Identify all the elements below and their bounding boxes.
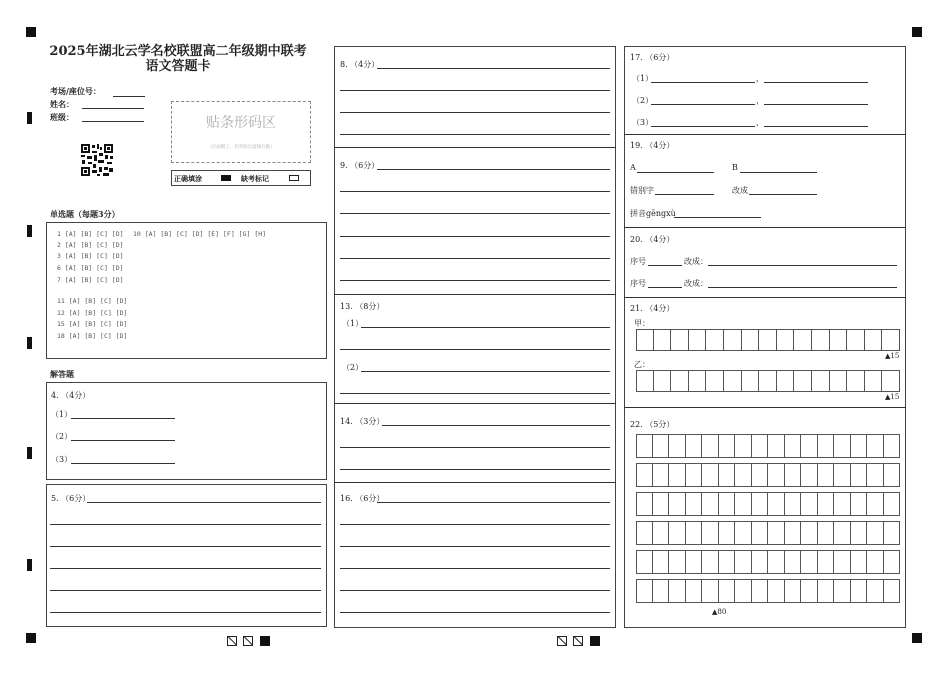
grid-cell[interactable] (882, 370, 900, 392)
grid-cell[interactable] (719, 434, 736, 458)
grid-cell[interactable] (686, 521, 703, 545)
q9-answer-line[interactable] (377, 169, 610, 170)
exam-title: 2025年湖北云学名校联盟高二年级期中联考 语文答题卡 (49, 44, 307, 74)
timing-mark (27, 225, 32, 237)
q4-sub-2: （2） (51, 432, 73, 441)
section-divider (624, 227, 906, 228)
grid-cell[interactable] (636, 434, 653, 458)
grid-cell[interactable] (785, 579, 802, 603)
absent-label: 缺考标记 (241, 174, 269, 183)
grid-cell[interactable] (851, 434, 868, 458)
q5-answer-line[interactable] (50, 590, 321, 591)
grid-cell[interactable] (801, 463, 818, 487)
grid-cell[interactable] (735, 521, 752, 545)
q19-a-line[interactable] (637, 172, 714, 173)
grid-cell[interactable] (669, 550, 686, 574)
page-marker-x (227, 636, 237, 646)
page-marker-x (573, 636, 583, 646)
q17-answer-line[interactable] (764, 126, 868, 127)
q4-label: 4. （4分） (51, 391, 91, 400)
grid-cell[interactable] (653, 434, 670, 458)
q5-answer-line[interactable] (87, 502, 321, 503)
q5-label: 5. （6分） (51, 494, 91, 503)
q20-fix-line[interactable] (708, 265, 897, 266)
grid-cell[interactable] (689, 329, 707, 351)
grid-row (636, 463, 900, 487)
q21-yi-count: ▲15 (885, 393, 900, 401)
grid-cell[interactable] (706, 329, 724, 351)
q17-comma: ， (756, 74, 764, 83)
grid-cell[interactable] (851, 492, 868, 516)
q19-wrong-line[interactable] (655, 194, 714, 195)
grid-cell[interactable] (834, 434, 851, 458)
grid-cell[interactable] (653, 550, 670, 574)
grid-cell[interactable] (867, 434, 884, 458)
grid-cell[interactable] (742, 370, 760, 392)
q5-answer-line[interactable] (50, 612, 321, 613)
q14-answer-line[interactable] (340, 469, 610, 470)
grid-cell[interactable] (719, 521, 736, 545)
grid-cell[interactable] (785, 463, 802, 487)
q16-answer-line[interactable] (377, 502, 610, 503)
class-field[interactable] (82, 121, 144, 122)
grid-cell[interactable] (671, 370, 689, 392)
choice-row[interactable]: 18 [A] [B] [C] [D] (57, 332, 128, 340)
choice-row-10[interactable]: 10 [A] [B] [C] [D] [E] [F] [G] [H] (133, 230, 267, 238)
absent-checkbox[interactable] (289, 175, 299, 181)
grid-row (636, 550, 900, 574)
grid-cell[interactable] (865, 370, 883, 392)
q17-answer-line[interactable] (764, 82, 868, 83)
q19-wrong-label: 错别字 (630, 186, 654, 195)
grid-cell[interactable] (654, 370, 672, 392)
q13-answer-line-1[interactable] (361, 327, 610, 328)
grid-cell[interactable] (884, 521, 901, 545)
q19-pinyin-label: 拼音gēngxù (630, 209, 676, 218)
q21-jia-label: 甲： (634, 319, 650, 328)
grid-cell[interactable] (735, 492, 752, 516)
grid-cell[interactable] (669, 492, 686, 516)
grid-cell[interactable] (812, 370, 830, 392)
q20-label: 20. （4分） (630, 235, 675, 244)
q16-answer-line[interactable] (340, 524, 610, 525)
grid-cell[interactable] (867, 492, 884, 516)
q20-fix-line[interactable] (708, 287, 897, 288)
q9-answer-line[interactable] (340, 191, 610, 192)
correct-fill-sample (221, 175, 231, 181)
grid-cell[interactable] (801, 550, 818, 574)
q9-answer-line[interactable] (340, 280, 610, 281)
q9-label: 9. （6分） (340, 161, 380, 170)
q5-box (46, 484, 327, 627)
grid-cell[interactable] (735, 579, 752, 603)
fill-legend (171, 170, 311, 186)
grid-cell[interactable] (636, 550, 653, 574)
grid-cell[interactable] (830, 370, 848, 392)
grid-cell[interactable] (735, 463, 752, 487)
grid-cell[interactable] (818, 579, 835, 603)
grid-cell[interactable] (851, 579, 868, 603)
grid-cell[interactable] (884, 463, 901, 487)
q9-answer-line[interactable] (340, 213, 610, 214)
q17-sub-3: （3） (632, 118, 654, 127)
q4-sub-3: （3） (51, 455, 73, 464)
exam-seat-field[interactable] (113, 96, 145, 97)
grid-cell[interactable] (759, 329, 777, 351)
q16-answer-line[interactable] (340, 612, 610, 613)
q5-answer-line[interactable] (50, 546, 321, 547)
grid-cell[interactable] (752, 434, 769, 458)
section-divider (624, 407, 906, 408)
grid-cell[interactable] (865, 329, 883, 351)
grid-cell[interactable] (818, 434, 835, 458)
grid-cell[interactable] (818, 463, 835, 487)
grid-cell[interactable] (768, 550, 785, 574)
corner-mark-bottom-left (26, 633, 36, 643)
grid-cell[interactable] (702, 434, 719, 458)
grid-cell[interactable] (719, 463, 736, 487)
section-divider (334, 294, 616, 295)
name-field[interactable] (82, 108, 144, 109)
q19-label: 19. （4分） (630, 141, 675, 150)
grid-cell[interactable] (768, 521, 785, 545)
q5-answer-line[interactable] (50, 524, 321, 525)
q19-b-line[interactable] (740, 172, 817, 173)
q22-label: 22. （5分） (630, 420, 675, 429)
q13-sub-1: （1） (342, 319, 364, 328)
choice-row[interactable]: 2 [A] [B] [C] [D] (57, 241, 124, 249)
grid-cell[interactable] (794, 370, 812, 392)
grid-cell[interactable] (818, 492, 835, 516)
grid-cell[interactable] (636, 492, 653, 516)
timing-mark (27, 337, 32, 349)
grid-cell[interactable] (669, 434, 686, 458)
grid-row (636, 434, 900, 458)
grid-cell[interactable] (653, 492, 670, 516)
grid-cell[interactable] (777, 370, 795, 392)
grid-cell[interactable] (794, 329, 812, 351)
q13-sub-2: （2） (342, 363, 364, 372)
grid-cell[interactable] (801, 579, 818, 603)
grid-cell[interactable] (759, 370, 777, 392)
grid-cell[interactable] (801, 434, 818, 458)
section-divider (334, 482, 616, 483)
grid-cell[interactable] (669, 463, 686, 487)
class-label: 班级： (50, 112, 74, 122)
grid-cell[interactable] (724, 370, 742, 392)
grid-cell[interactable] (818, 550, 835, 574)
grid-cell[interactable] (851, 521, 868, 545)
grid-cell[interactable] (669, 521, 686, 545)
q20-seq-line[interactable] (648, 265, 682, 266)
grid-cell[interactable] (653, 579, 670, 603)
grid-cell[interactable] (851, 463, 868, 487)
grid-cell[interactable] (702, 521, 719, 545)
choice-row[interactable]: 11 [A] [B] [C] [D] (57, 297, 128, 305)
q14-label: 14. （3分） (340, 417, 385, 426)
q17-answer-line[interactable] (651, 82, 755, 83)
corner-mark-top-right (912, 27, 922, 37)
grid-cell[interactable] (768, 492, 785, 516)
grid-cell[interactable] (801, 492, 818, 516)
grid-cell[interactable] (818, 521, 835, 545)
section-divider (334, 147, 616, 148)
grid-cell[interactable] (735, 550, 752, 574)
grid-cell[interactable] (636, 521, 653, 545)
q5-answer-line[interactable] (50, 568, 321, 569)
grid-cell[interactable] (636, 579, 653, 603)
grid-cell[interactable] (702, 492, 719, 516)
grid-cell[interactable] (653, 521, 670, 545)
grid-row (636, 492, 900, 516)
page-marker-x (557, 636, 567, 646)
grid-cell[interactable] (752, 492, 769, 516)
q20-seq-label: 序号 (630, 257, 646, 266)
grid-cell[interactable] (702, 550, 719, 574)
q19-b-label: B (732, 163, 738, 172)
q19-a-label: A (630, 163, 636, 172)
q17-label: 17. （6分） (630, 53, 675, 62)
timing-mark (27, 447, 32, 459)
q16-label: 16. （6分） (340, 494, 385, 503)
q14-answer-line[interactable] (382, 425, 610, 426)
grid-cell[interactable] (834, 492, 851, 516)
grid-cell[interactable] (867, 521, 884, 545)
grid-cell[interactable] (785, 550, 802, 574)
grid-cell[interactable] (702, 579, 719, 603)
q13-answer-line[interactable] (340, 393, 610, 394)
grid-cell[interactable] (636, 463, 653, 487)
grid-cell[interactable] (719, 550, 736, 574)
barcode-area-label: 贴条形码区 (206, 115, 276, 131)
grid-cell[interactable] (752, 550, 769, 574)
q17-comma: ， (756, 118, 764, 127)
grid-cell[interactable] (768, 463, 785, 487)
grid-cell[interactable] (686, 550, 703, 574)
grid-cell[interactable] (834, 550, 851, 574)
grid-cell[interactable] (724, 329, 742, 351)
q8-answer-line[interactable] (340, 112, 610, 113)
q16-answer-line[interactable] (340, 590, 610, 591)
choice-row[interactable]: 7 [A] [B] [C] [D] (57, 276, 124, 284)
q17-answer-line[interactable] (651, 126, 755, 127)
choice-row[interactable]: 3 [A] [B] [C] [D] (57, 252, 124, 260)
grid-cell[interactable] (752, 521, 769, 545)
grid-cell[interactable] (882, 329, 900, 351)
q13-answer-line[interactable] (340, 349, 610, 350)
q20-fix-label: 改成： (684, 279, 708, 288)
q17-sub-2: （2） (632, 96, 654, 105)
q21-jia-grid[interactable] (636, 329, 900, 351)
q8-answer-line[interactable] (340, 134, 610, 135)
q8-label: 8. （4分） (340, 60, 380, 69)
grid-cell[interactable] (669, 579, 686, 603)
grid-cell[interactable] (752, 463, 769, 487)
q20-seq-line[interactable] (648, 287, 682, 288)
grid-row (636, 521, 900, 545)
grid-cell[interactable] (834, 463, 851, 487)
grid-cell[interactable] (834, 521, 851, 545)
grid-cell[interactable] (742, 329, 760, 351)
choice-row[interactable]: 6 [A] [B] [C] [D] (57, 264, 124, 272)
q8-answer-line[interactable] (377, 68, 610, 69)
grid-cell[interactable] (654, 329, 672, 351)
q17-sub-1: （1） (632, 74, 654, 83)
grid-cell[interactable] (686, 492, 703, 516)
page-marker-solid (590, 636, 600, 646)
q20-seq-label: 序号 (630, 279, 646, 288)
barcode-area (171, 101, 311, 163)
q4-answer-line-3[interactable] (71, 463, 175, 464)
grid-cell[interactable] (867, 463, 884, 487)
corner-mark-top-left (26, 27, 36, 37)
q16-answer-line[interactable] (340, 546, 610, 547)
grid-cell[interactable] (884, 492, 901, 516)
corner-mark-bottom-right (912, 633, 922, 643)
grid-cell[interactable] (653, 463, 670, 487)
grid-cell[interactable] (847, 329, 865, 351)
page-marker-solid (260, 636, 270, 646)
q4-answer-line-1[interactable] (71, 418, 175, 419)
answer-section-title: 解答题 (50, 369, 74, 379)
grid-cell[interactable] (752, 579, 769, 603)
q21-label: 21. （4分） (630, 304, 675, 313)
q20-fix-label: 改成： (684, 257, 708, 266)
grid-cell[interactable] (884, 550, 901, 574)
q22-count: ▲80 (712, 608, 727, 616)
grid-cell[interactable] (867, 579, 884, 603)
grid-cell[interactable] (636, 329, 654, 351)
q4-answer-line-2[interactable] (71, 440, 175, 441)
grid-cell[interactable] (671, 329, 689, 351)
choice-row[interactable]: 12 [A] [B] [C] [D] (57, 309, 128, 317)
grid-cell[interactable] (884, 434, 901, 458)
grid-cell[interactable] (785, 492, 802, 516)
grid-cell[interactable] (686, 579, 703, 603)
choice-row[interactable]: 15 [A] [B] [C] [D] (57, 320, 128, 328)
grid-cell[interactable] (702, 463, 719, 487)
grid-cell[interactable] (801, 521, 818, 545)
grid-cell[interactable] (768, 434, 785, 458)
correct-fill-label: 正确填涂 (174, 174, 202, 183)
qr-code-icon (80, 143, 114, 177)
grid-cell[interactable] (686, 434, 703, 458)
section-divider (624, 297, 906, 298)
grid-row (636, 579, 900, 603)
q19-fix-label: 改成 (732, 186, 748, 195)
grid-cell[interactable] (785, 521, 802, 545)
section-divider (624, 134, 906, 135)
grid-cell[interactable] (830, 329, 848, 351)
single-choice-title: 单选题（每题3分） (50, 209, 120, 219)
grid-cell[interactable] (706, 370, 724, 392)
q21-jia-count: ▲15 (885, 352, 900, 360)
q19-pinyin-line[interactable] (674, 217, 761, 218)
timing-mark (27, 559, 32, 571)
q19-fix-line[interactable] (749, 194, 817, 195)
page-marker-x (243, 636, 253, 646)
grid-cell[interactable] (768, 579, 785, 603)
grid-cell[interactable] (834, 579, 851, 603)
q17-answer-line[interactable] (764, 104, 868, 105)
grid-cell[interactable] (785, 434, 802, 458)
grid-cell[interactable] (636, 370, 654, 392)
name-label: 姓名： (50, 99, 74, 109)
section-divider (334, 403, 616, 404)
q21-yi-label: 乙： (634, 360, 650, 369)
q14-answer-line[interactable] (340, 447, 610, 448)
grid-cell[interactable] (686, 463, 703, 487)
grid-cell[interactable] (719, 492, 736, 516)
grid-cell[interactable] (689, 370, 707, 392)
q16-answer-line[interactable] (340, 568, 610, 569)
q13-label: 13. （8分） (340, 302, 385, 311)
grid-cell[interactable] (867, 550, 884, 574)
grid-cell[interactable] (812, 329, 830, 351)
barcode-hint: （正面朝上，切勿贴出虚线方框） (207, 145, 275, 150)
grid-cell[interactable] (777, 329, 795, 351)
grid-cell[interactable] (719, 579, 736, 603)
q8-answer-line[interactable] (340, 90, 610, 91)
grid-cell[interactable] (847, 370, 865, 392)
q17-comma: ， (756, 96, 764, 105)
grid-cell[interactable] (851, 550, 868, 574)
timing-mark (27, 112, 32, 124)
q9-answer-line[interactable] (340, 258, 610, 259)
q9-answer-line[interactable] (340, 236, 610, 237)
choice-row[interactable]: 1 [A] [B] [C] [D] (57, 230, 124, 238)
q17-answer-line[interactable] (651, 104, 755, 105)
grid-cell[interactable] (735, 434, 752, 458)
q4-sub-1: （1） (51, 410, 73, 419)
grid-cell[interactable] (884, 579, 901, 603)
q13-answer-line-2[interactable] (361, 371, 610, 372)
q21-yi-grid[interactable] (636, 370, 900, 392)
exam-seat-label: 考场/座位号： (50, 86, 101, 96)
